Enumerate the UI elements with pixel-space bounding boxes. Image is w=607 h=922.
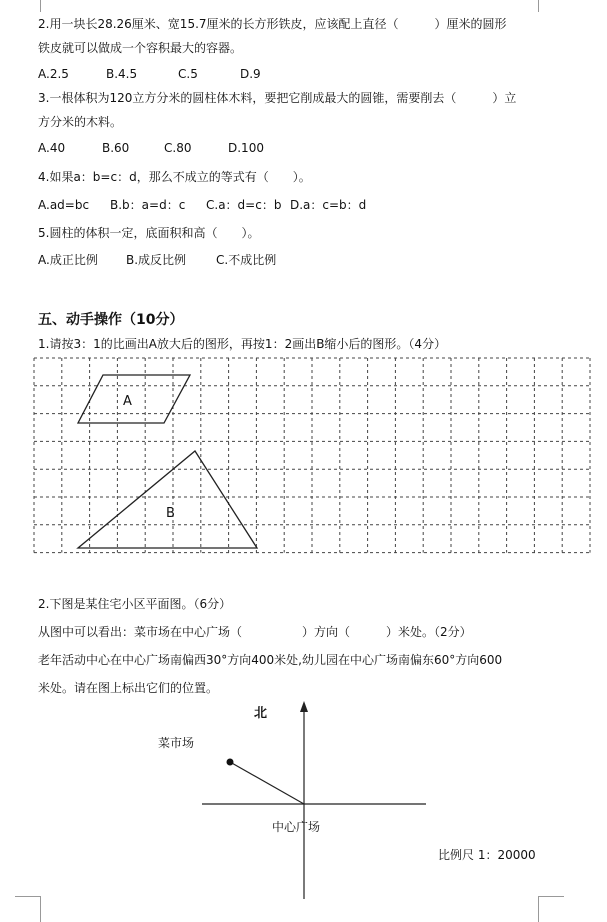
q5-option-b: B.成反比例 (126, 253, 187, 267)
market-dot (227, 759, 234, 766)
q4-option-b: B.b：a=d：c (110, 198, 186, 212)
q2-text-line1: 2.用一块长28.26厘米、宽15.7厘米的长方形铁皮，应该配上直径（ ）厘米的圆形 (38, 17, 507, 31)
north-arrow-head (300, 701, 308, 712)
q2-option-d: D.9 (240, 67, 261, 81)
q2-option-a: A.2.5 (38, 67, 69, 81)
q5-option-a: A.成正比例 (38, 253, 98, 267)
section-title: 五、动手操作（10分） (38, 312, 184, 328)
market-label: 菜市场 (158, 736, 195, 750)
problem2-line1: 从图中可以看出：菜市场在中心广场（ ）方向（ ）米处。（2分） (38, 625, 472, 639)
q4-option-c: C.a：d=c：b (206, 198, 282, 212)
problem2-line3: 米处。请在图上标出它们的位置。 (38, 681, 219, 695)
q5-option-c: C.不成比例 (216, 253, 277, 267)
label-b: B (166, 506, 175, 521)
q3-text-line2: 方分米的木料。 (38, 115, 123, 129)
problem2-line2: 老年活动中心在中心广场南偏西30°方向400米处,幼儿园在中心广场南偏东60°方向600 (38, 653, 503, 667)
q4-text: 4.如果a：b=c：d，那么不成立的等式有（ ）。 (38, 170, 311, 184)
q2-option-c: C.5 (178, 67, 198, 81)
market-direction-line (230, 762, 304, 804)
q4-option-d: D.a：c=b：d (290, 198, 367, 212)
q4-option-a: A.ad=bc (38, 198, 90, 212)
scale-label: 比例尺 1：20000 (438, 848, 536, 862)
problem2-title: 2.下图是某住宅小区平面图。（6分） (38, 597, 232, 611)
q3-option-d: D.100 (228, 141, 264, 155)
q3-text-line1: 3.一根体积为120立方分米的圆柱体木料，要把它削成最大的圆锥，需要削去（ ）立 (38, 91, 517, 105)
label-a: A (123, 394, 132, 409)
north-label: 北 (254, 706, 268, 721)
q2-text-line2: 铁皮就可以做成一个容积最大的容器。 (38, 41, 243, 55)
center-label: 中心广场 (272, 820, 321, 834)
problem1-instruction: 1.请按3：1的比画出A放大后的图形，再按1：2画出B缩小后的图形。（4分） (38, 337, 447, 351)
q3-option-b: B.60 (102, 141, 130, 155)
q5-text: 5.圆柱的体积一定，底面积和高（ ）。 (38, 226, 260, 240)
q3-option-a: A.40 (38, 141, 66, 155)
q3-option-c: C.80 (164, 141, 192, 155)
q2-option-b: B.4.5 (106, 67, 138, 81)
